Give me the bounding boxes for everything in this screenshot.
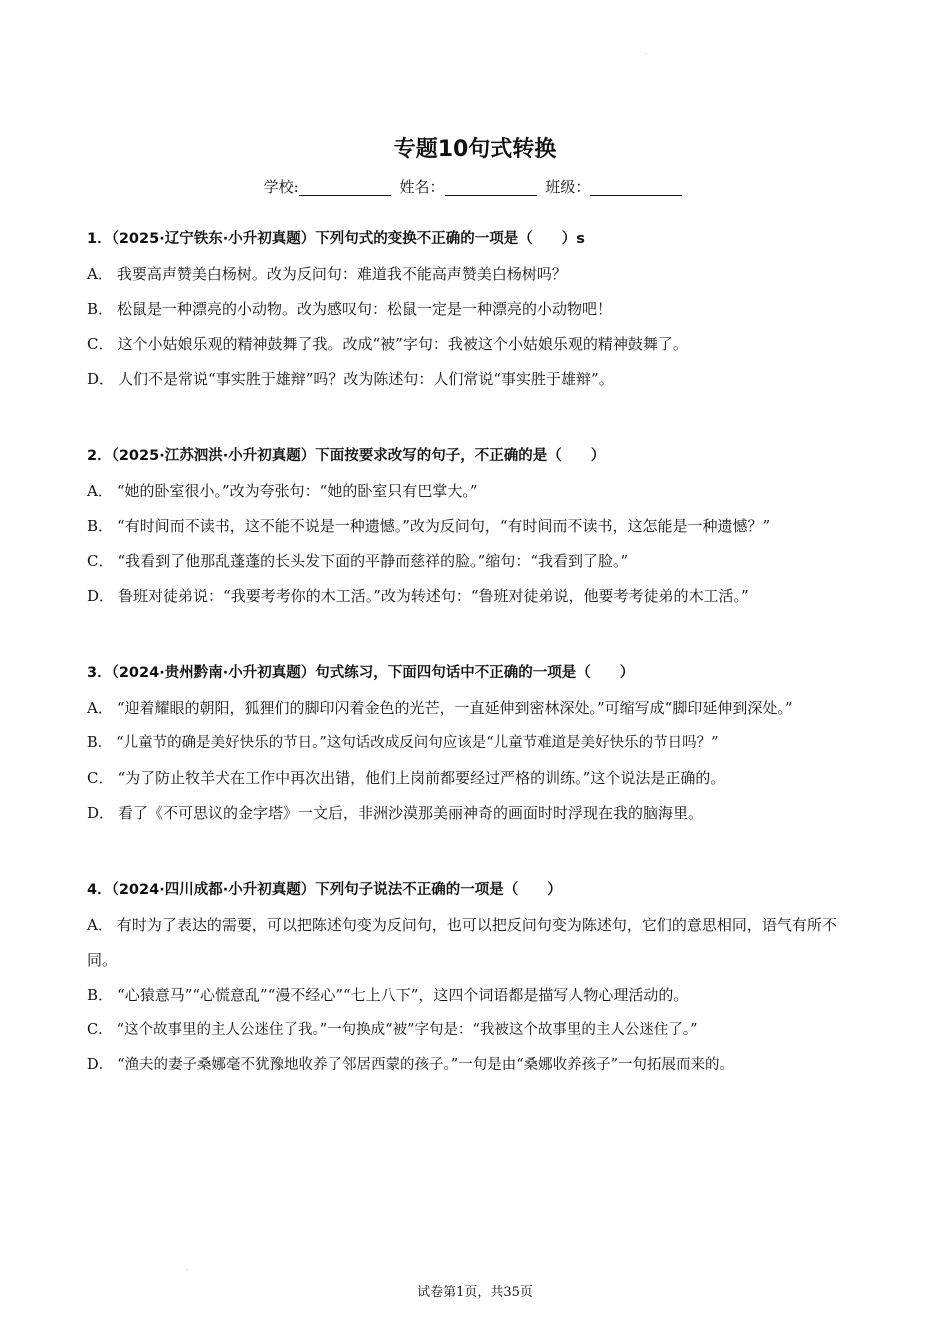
option-text: 这个小姑娘乐观的精神鼓舞了我。改成“被”字句：我被这个小姑娘乐观的精神鼓舞了。 <box>117 335 688 353</box>
option-text: “这个故事里的主人公迷住了我。”一句换成“被”字句是：“我被这个故事里的主人公迷住了。” <box>116 1022 698 1038</box>
class-blank[interactable] <box>590 179 682 196</box>
option-text: “她的卧室很小。”改为夸张句：“她的卧室只有巴掌大。” <box>116 482 478 500</box>
option-text: “心猿意马”“心慌意乱”“漫不经心”“七上八下”，这四个词语都是描写人物心理活动的。 <box>117 986 689 1004</box>
option-text: “有时间而不读书，这不能不说是一种遗憾。”改为反问句，“有时间而不读书，这怎能是一种遗憾？” <box>117 517 771 535</box>
option-text: 人们不是常说“事实胜于雄辩”吗？改为陈述句：人们常说“事实胜于雄辩”。 <box>118 370 614 388</box>
option-letter: B． <box>87 735 113 751</box>
option-letter: C． <box>87 335 114 353</box>
option-letter: D． <box>87 804 115 822</box>
option-text: 我要高声赞美白杨树。改为反问句：难道我不能高声赞美白杨树吗？ <box>116 265 567 283</box>
option-letter: D． <box>87 1057 114 1073</box>
option-a[interactable] <box>87 691 863 726</box>
option-text: “儿童节的确是美好快乐的节日。”这句话改成反问句应该是“儿童节难道是美好快乐的节日吗？” <box>116 735 719 751</box>
option-a[interactable] <box>87 257 863 292</box>
option-letter: A． <box>87 265 113 283</box>
option-text: 鲁班对徒弟说：“我要考考你的木工活。”改为转述句：“鲁班对徒弟说，他要考考徒弟的木工活。” <box>118 587 749 605</box>
option-text: 有时为了表达的需要，可以把陈述句变为反问句，也可以把反问句变为陈述句，它们的意思相同，语气有所不同。 <box>87 916 837 969</box>
option-b[interactable] <box>87 509 863 544</box>
option-letter: B． <box>87 300 114 318</box>
question-3 <box>87 656 863 831</box>
page-corner-mark: . <box>645 49 647 56</box>
option-letter: A． <box>87 482 113 500</box>
student-info-line <box>0 176 950 198</box>
option-letter: D． <box>87 587 115 605</box>
question-heading: 2．（2025·江苏泗洪·小升初真题）下面按要求改写的句子，不正确的是（ ） <box>87 448 606 464</box>
question-2 <box>87 439 863 614</box>
option-d[interactable] <box>87 362 863 397</box>
option-text: “我看到了他那乱蓬蓬的长头发下面的平静而慈祥的脸。”缩句：“我看到了脸。” <box>117 552 629 570</box>
option-c[interactable] <box>87 544 863 579</box>
option-letter: C． <box>87 769 114 787</box>
option-text: “为了防止牧羊犬在工作中再次出错，他们上岗前都要经过严格的训练。”这个说法是正确的。 <box>117 769 726 787</box>
option-b[interactable] <box>87 292 863 327</box>
option-text: 松鼠是一种漂亮的小动物。改为感叹句：松鼠一定是一种漂亮的小动物吧！ <box>117 300 613 318</box>
option-letter: C． <box>87 1022 113 1038</box>
option-b[interactable] <box>87 978 863 1013</box>
school-blank[interactable] <box>299 179 391 196</box>
name-label: 姓名： <box>399 178 445 196</box>
option-d[interactable] <box>87 579 863 614</box>
option-a[interactable] <box>87 908 863 978</box>
option-c[interactable] <box>87 761 863 796</box>
page-title: 专题10句式转换 <box>393 137 557 162</box>
option-letter: D． <box>87 370 115 388</box>
option-letter: B． <box>87 986 114 1004</box>
option-d[interactable] <box>87 1048 863 1083</box>
option-text: 看了《不可思议的金字塔》一文后，非洲沙漠那美丽神奇的画面时时浮现在我的脑海里。 <box>118 804 704 822</box>
option-c[interactable] <box>87 1013 863 1048</box>
question-heading: 4．（2024·四川成都·小升初真题）下列句子说法不正确的一项是（ ） <box>87 882 562 898</box>
option-d[interactable] <box>87 796 863 831</box>
option-b[interactable] <box>87 726 863 761</box>
option-text: “迎着耀眼的朝阳，狐狸们的脚印闪着金色的光芒，一直延伸到密林深处。”可缩写成“脚印延伸到深处。” <box>116 699 793 717</box>
question-4 <box>87 873 863 1083</box>
question-heading: 1．（2025·辽宁铁东·小升初真题）下列句式的变换不正确的一项是（ ）s <box>87 231 585 247</box>
option-c[interactable] <box>87 327 863 362</box>
class-label: 班级： <box>545 178 591 196</box>
school-label: 学校: <box>263 178 299 196</box>
name-blank[interactable] <box>445 179 537 196</box>
option-letter: B． <box>87 517 114 535</box>
option-a[interactable] <box>87 474 863 509</box>
option-letter: C． <box>87 552 114 570</box>
question-list <box>87 222 863 1125</box>
question-heading: 3．（2024·贵州黔南·小升初真题）句式练习，下面四句话中不正确的一项是（ ） <box>87 665 635 681</box>
option-letter: A． <box>87 699 113 717</box>
page-corner-mark: . <box>186 1265 188 1272</box>
page-footer: 试卷第1页，共35页 <box>417 1285 533 1300</box>
option-letter: A． <box>87 916 113 934</box>
question-1 <box>87 222 863 397</box>
option-text: “渔夫的妻子桑娜毫不犹豫地收养了邻居西蒙的孩子。”一句是由“桑娜收养孩子”一句拓展而来的。 <box>117 1057 735 1073</box>
